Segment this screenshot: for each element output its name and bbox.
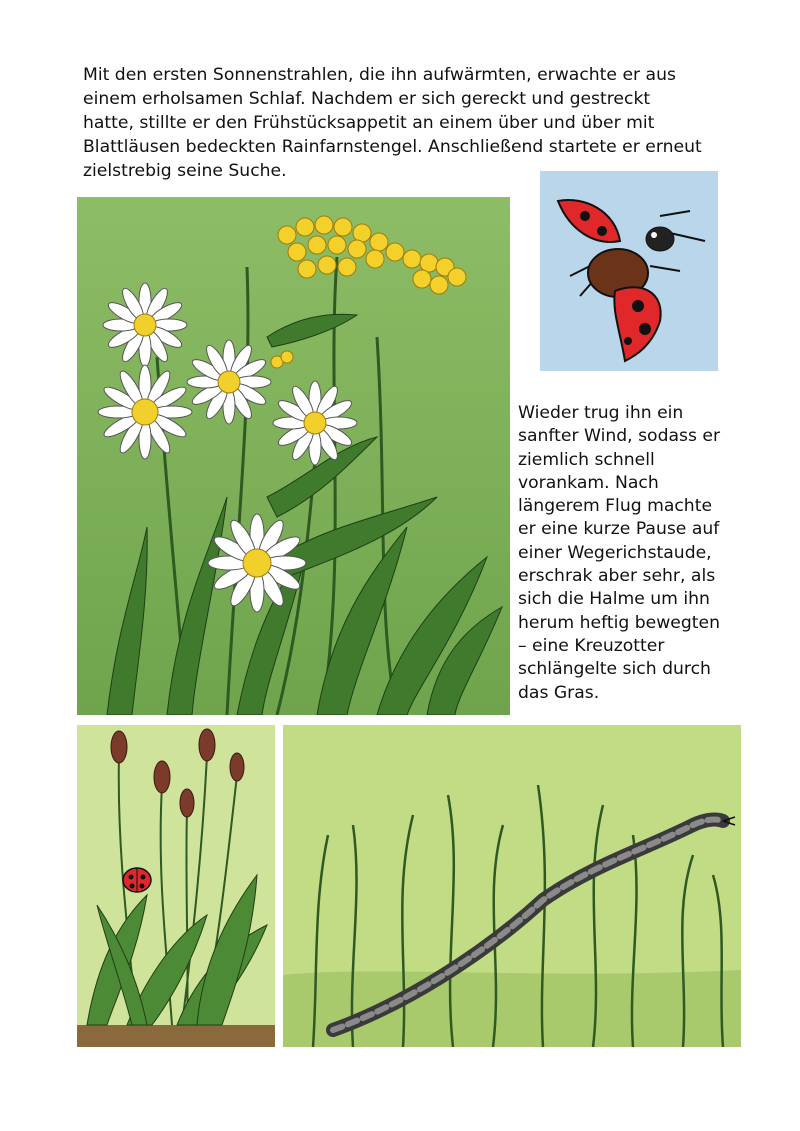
paragraph-intro-line: Mit den ersten Sonnenstrahlen, die ihn aufwärmten, erwachte er aus [83, 65, 676, 85]
paragraph-wind-flight-line: einer Wegerichstaude, [518, 542, 712, 563]
paragraph-intro-line: hatte, stillte er den Frühstücksappetit an einem über und über mit [83, 113, 655, 133]
paragraph-wind-flight-line: sich die Halme um ihn [518, 589, 710, 610]
paragraph-wind-flight-line: erschrak aber sehr, als [518, 566, 716, 587]
paragraph-intro-line: Blattläusen bedeckten Rainfarnstengel. Anschließend startete er erneut [83, 137, 702, 157]
paragraph-wind-flight-line: sanfter Wind, sodass er [518, 426, 721, 447]
paragraph-wind-flight-line: Wieder trug ihn ein [518, 403, 684, 423]
paragraph-wind-flight-line: längerem Flug machte [518, 496, 713, 517]
paragraph-intro-line: einem erholsamen Schlaf. Nachdem er sich gereckt und gestreckt [83, 89, 651, 109]
illustration-flying-ladybug [540, 171, 718, 371]
paragraph-wind-flight-line: schlängelte sich durch [518, 659, 711, 680]
illustration-adder-grass [283, 725, 741, 1047]
illustration-daisies-tansy [77, 197, 510, 715]
paragraph-wind-flight-line: herum heftig bewegten [518, 612, 720, 633]
paragraph-wind-flight-line: vorankam. Nach [518, 472, 659, 493]
paragraph-intro [83, 63, 743, 183]
paragraph-wind-flight-line: – eine Kreuzotter [518, 635, 665, 656]
illustration-plantain-ladybug [77, 725, 275, 1047]
paragraph-wind-flight-line: er eine kurze Pause auf [518, 519, 720, 540]
paragraph-intro-line: zielstrebig seine Suche. [83, 161, 287, 181]
paragraph-wind-flight-line: das Gras. [518, 682, 600, 703]
paragraph-wind-flight [518, 402, 748, 705]
paragraph-wind-flight-line: ziemlich schnell [518, 449, 655, 470]
